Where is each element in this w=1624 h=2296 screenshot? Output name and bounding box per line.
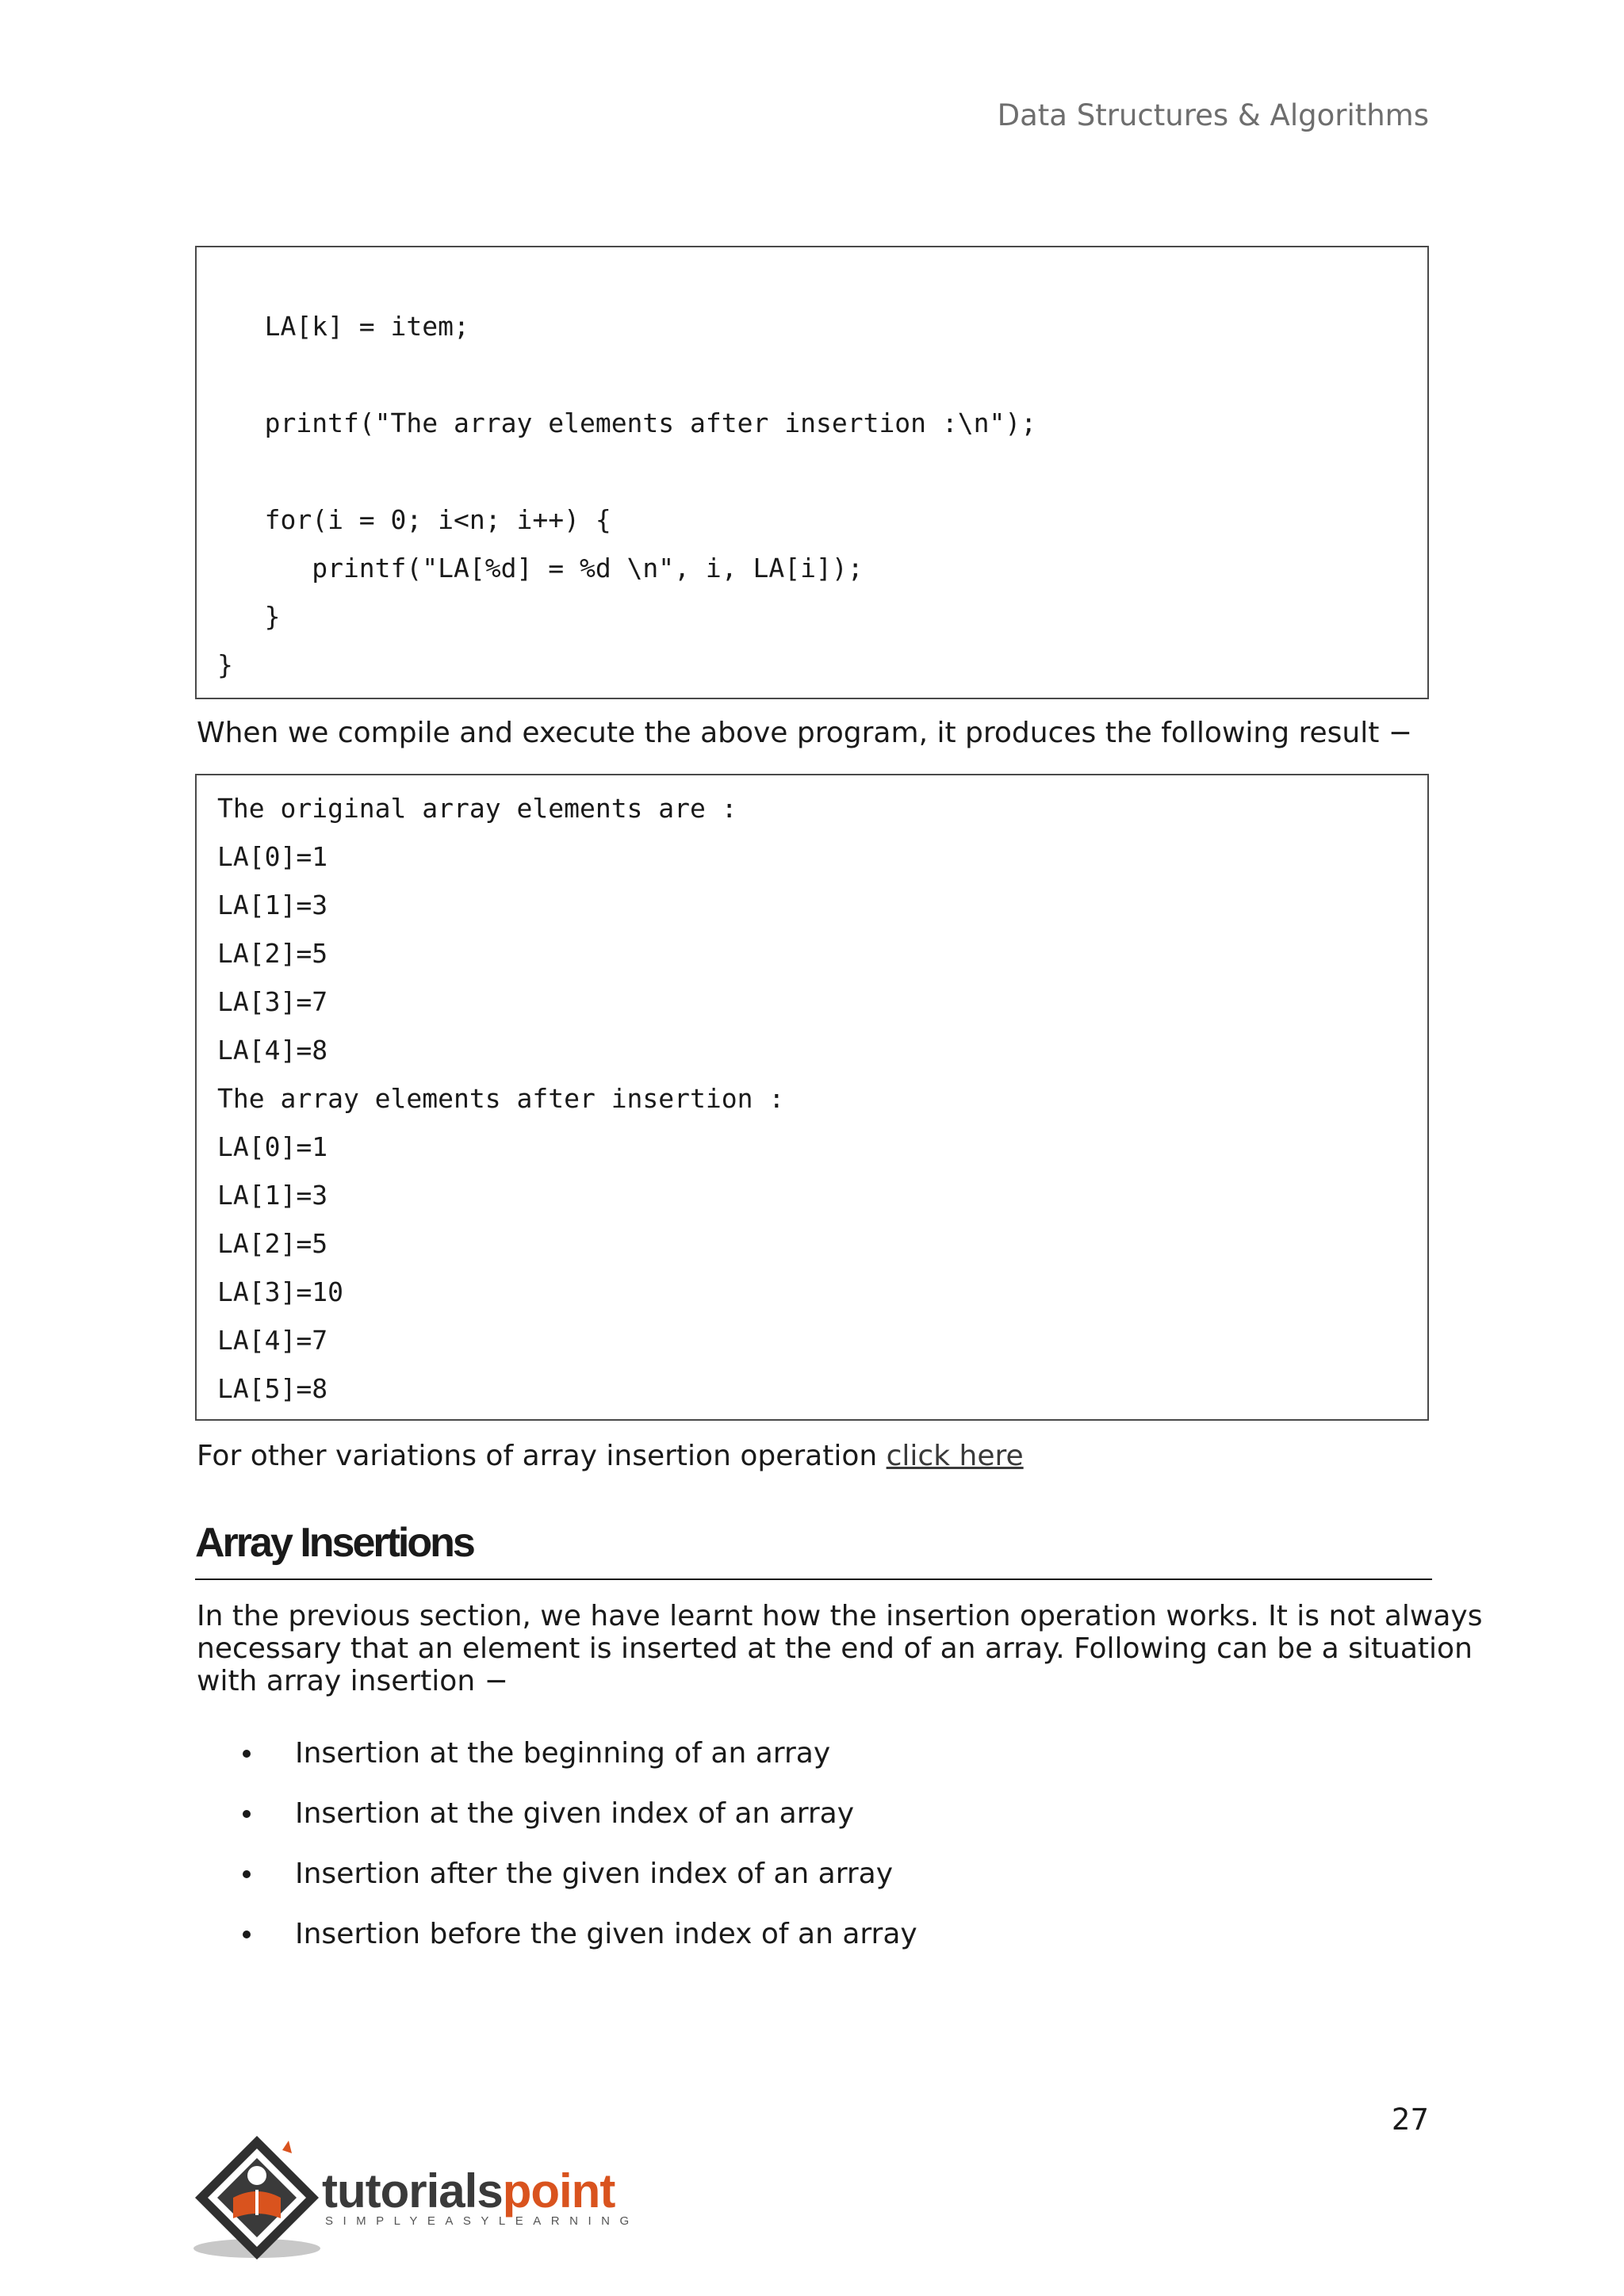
logo-emblem-icon: [193, 2130, 328, 2264]
click-here-link[interactable]: click here: [886, 1440, 1024, 1472]
header-title: Data Structures & Algorithms: [997, 98, 1429, 132]
output-line: LA[3]=10: [217, 1276, 343, 1307]
code-line: for(i = 0; i<n; i++) {: [217, 504, 611, 535]
logo-wordmark: tutorialspoint: [322, 2164, 615, 2218]
code-line: printf("The array elements after insertion :\n");: [217, 408, 1037, 438]
variations-text: [197, 1440, 1434, 1472]
output-line: The array elements after insertion :: [217, 1083, 785, 1114]
list-item-text: Insertion at the given index of an array: [295, 1797, 855, 1830]
output-line: LA[1]=3: [217, 890, 328, 920]
output-line: LA[4]=7: [217, 1325, 328, 1356]
code-line: printf("LA[%d] = %d \n", i, LA[i]);: [217, 553, 864, 584]
list-item-text: Insertion at the beginning of an array: [295, 1737, 831, 1770]
output-line: LA[4]=8: [217, 1035, 328, 1066]
code-line: LA[k] = item;: [217, 311, 469, 342]
list-item-text: Insertion after the given index of an array: [295, 1858, 894, 1890]
section-title: Array Insertions: [195, 1520, 473, 1566]
code-line: }: [217, 649, 233, 680]
bullet-icon: [243, 1810, 251, 1818]
output-line: LA[0]=1: [217, 1131, 328, 1162]
output-line: LA[2]=5: [217, 1228, 328, 1259]
paragraph-line: In the previous section, we have learnt how the insertion operation works. It is not always: [197, 1600, 1483, 1632]
output-line: LA[1]=3: [217, 1180, 328, 1211]
paragraph-line: with array insertion −: [197, 1665, 508, 1697]
output-line: LA[5]=8: [217, 1373, 328, 1404]
output-line: LA[3]=7: [217, 986, 328, 1017]
bullet-icon: [243, 1870, 251, 1878]
variations-label: For other variations of array insertion operation: [197, 1440, 887, 1472]
page-number: 27: [1391, 2103, 1429, 2137]
output-line: LA[2]=5: [217, 938, 328, 969]
code-line: }: [217, 601, 281, 632]
code-block: [195, 246, 1429, 699]
paragraph-line: necessary that an element is inserted at the end of an array. Following can be a situation: [197, 1632, 1473, 1665]
output-line: LA[0]=1: [217, 841, 328, 872]
output-line: The original array elements are :: [217, 793, 737, 824]
output-block: [195, 774, 1429, 1421]
result-intro: When we compile and execute the above program, it produces the following result −: [197, 717, 1412, 749]
list-item-text: Insertion before the given index of an array: [295, 1918, 917, 1950]
bullet-icon: [243, 1931, 251, 1938]
section-divider: [195, 1578, 1432, 1580]
logo-tagline: SIMPLYEASYLEARNING: [325, 2214, 639, 2228]
tutorialspoint-logo: [193, 2130, 638, 2264]
bullet-icon: [243, 1750, 251, 1758]
section-paragraph: [197, 1600, 1483, 1697]
